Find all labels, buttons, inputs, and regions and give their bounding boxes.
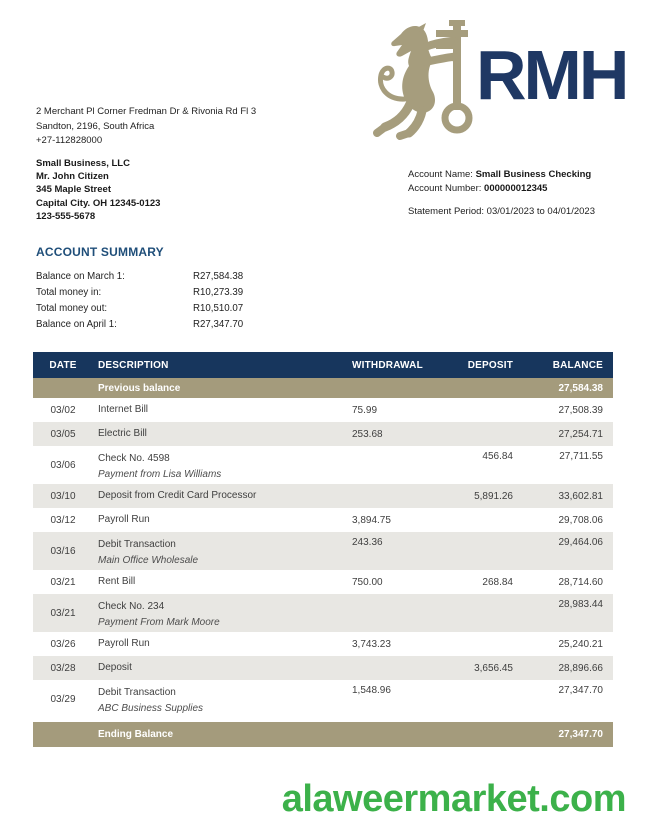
transaction-row	[33, 656, 613, 680]
account-number-row	[408, 182, 591, 196]
txn-withdrawal: 750.00	[352, 576, 383, 588]
transaction-row	[33, 508, 613, 532]
txn-description: Debit Transaction	[98, 539, 176, 550]
summary-row	[36, 317, 243, 333]
txn-date: 03/29	[50, 693, 76, 705]
transaction-row	[33, 398, 613, 422]
txn-description-cell	[93, 426, 345, 442]
transaction-row	[33, 484, 613, 508]
previous-balance-label: Previous balance	[98, 382, 181, 394]
transaction-row	[33, 570, 613, 594]
account-summary-table	[36, 269, 243, 333]
txn-date: 03/21	[50, 576, 76, 588]
header-deposit: DEPOSIT	[467, 359, 513, 371]
account-summary-title: ACCOUNT SUMMARY	[36, 245, 164, 259]
txn-balance: 28,714.60	[558, 576, 603, 588]
txn-description-detail: Main Office Wholesale	[98, 555, 199, 566]
previous-balance-amount: 27,584.38	[558, 382, 603, 394]
txn-description: Internet Bill	[98, 404, 149, 415]
txn-description: Payroll Run	[98, 514, 150, 525]
summary-row	[36, 269, 243, 285]
txn-date: 03/06	[50, 459, 76, 471]
txn-balance: 25,240.21	[558, 638, 603, 650]
txn-date: 03/21	[50, 607, 76, 619]
account-name-value: Small Business Checking	[475, 169, 592, 180]
customer-address-block	[36, 157, 160, 223]
customer-name: Small Business, LLC	[36, 158, 130, 169]
txn-description-cell	[93, 488, 345, 504]
account-info-block	[408, 168, 591, 195]
txn-description: Check No. 4598	[98, 453, 170, 464]
txn-date: 03/10	[50, 490, 76, 502]
transaction-row	[33, 422, 613, 446]
txn-description-cell	[93, 574, 345, 590]
txn-description-cell	[93, 594, 345, 631]
txn-description: Check No. 234	[98, 601, 165, 612]
txn-date: 03/28	[50, 662, 76, 674]
customer-contact: Mr. John Citizen	[36, 171, 109, 183]
bank-logo-text: RMH	[476, 36, 627, 114]
txn-description-cell	[93, 680, 345, 717]
transactions-table	[33, 352, 613, 747]
txn-withdrawal	[345, 446, 432, 451]
txn-balance: 27,508.39	[558, 404, 603, 416]
summary-label: Balance on March 1:	[36, 271, 125, 282]
txn-deposit: 5,891.26	[474, 490, 513, 502]
txn-balance: 29,708.06	[558, 514, 603, 526]
rmh-lion-key-logo-icon	[370, 14, 480, 144]
summary-value: R27,347.70	[193, 319, 244, 330]
txn-deposit: 268.84	[482, 576, 513, 588]
transactions-table-header	[33, 352, 613, 378]
txn-balance: 27,711.55	[559, 451, 603, 462]
txn-withdrawal: 3,743.23	[352, 638, 391, 650]
txn-balance: 33,602.81	[558, 490, 603, 502]
txn-date: 03/16	[50, 545, 76, 557]
txn-withdrawal: 3,894.75	[352, 514, 391, 526]
ending-balance-label: Ending Balance	[98, 729, 174, 740]
watermark-text: alaweermarket.com	[281, 778, 626, 820]
customer-city: Capital City. OH 12345-0123	[36, 197, 161, 209]
txn-description-detail: ABC Business Supplies	[98, 703, 204, 714]
txn-balance: 27,254.71	[558, 428, 603, 440]
transaction-row	[33, 532, 613, 570]
header-balance: BALANCE	[552, 359, 603, 371]
summary-label: Total money in:	[36, 287, 102, 298]
statement-period: Statement Period: 03/01/2023 to 04/01/2023	[408, 206, 595, 217]
txn-description-cell	[93, 636, 345, 652]
transaction-rows	[33, 398, 613, 718]
bank-address-block	[36, 105, 256, 149]
txn-balance: 27,347.70	[558, 685, 603, 696]
account-number-label: Account Number:	[408, 182, 485, 194]
summary-value: R10,273.39	[193, 287, 244, 298]
txn-description-cell	[93, 532, 345, 569]
bank-address-line: Sandton, 2196, South Africa	[36, 120, 155, 132]
customer-phone: 123-555-5678	[36, 210, 96, 222]
txn-description: Debit Transaction	[98, 687, 176, 698]
previous-balance-row	[33, 378, 613, 398]
txn-description-cell	[93, 660, 345, 676]
txn-deposit	[432, 680, 517, 685]
txn-description: Electric Bill	[98, 428, 147, 439]
transaction-row	[33, 446, 613, 484]
transaction-row	[33, 594, 613, 632]
txn-withdrawal: 75.99	[352, 404, 378, 416]
summary-row	[36, 285, 243, 301]
txn-balance: 29,464.06	[558, 537, 603, 548]
account-name-row	[408, 168, 591, 182]
customer-street: 345 Maple Street	[36, 184, 111, 196]
txn-withdrawal: 253.68	[352, 428, 383, 440]
txn-description: Rent Bill	[98, 576, 136, 587]
txn-description: Payroll Run	[98, 638, 150, 649]
txn-description-cell	[93, 402, 345, 418]
ending-balance-amount: 27,347.70	[558, 729, 603, 740]
summary-label: Total money out:	[36, 303, 108, 314]
account-name-label: Account Name:	[408, 169, 476, 180]
ending-balance-row	[33, 722, 613, 747]
txn-description-detail: Payment From Mark Moore	[98, 617, 220, 628]
header-withdrawal: WITHDRAWAL	[352, 359, 423, 371]
txn-description: Deposit	[98, 662, 132, 673]
txn-deposit: 456.84	[482, 451, 513, 462]
txn-description-cell	[93, 512, 345, 528]
txn-description: Deposit from Credit Card Processor	[98, 490, 257, 501]
bank-address-line: 2 Merchant Pl Corner Fredman Dr & Rivonia Rd Fl 3	[36, 106, 257, 117]
txn-date: 03/12	[50, 514, 76, 526]
summary-value: R27,584.38	[193, 271, 244, 282]
summary-label: Balance on April 1:	[36, 319, 117, 330]
txn-date: 03/26	[50, 638, 76, 650]
txn-description-detail: Payment from Lisa Williams	[98, 469, 222, 480]
summary-row	[36, 301, 243, 317]
transaction-row	[33, 680, 613, 718]
summary-value: R10,510.07	[193, 303, 244, 314]
txn-withdrawal: 1,548.96	[352, 685, 391, 696]
account-number-value: 000000012345	[484, 182, 548, 194]
header-description: DESCRIPTION	[98, 359, 169, 371]
header-date: DATE	[49, 359, 77, 371]
txn-balance: 28,896.66	[558, 662, 603, 674]
txn-withdrawal	[345, 594, 432, 599]
bank-phone: +27-112828000	[36, 135, 103, 146]
txn-withdrawal: 243.36	[352, 537, 383, 548]
txn-date: 03/02	[50, 404, 76, 416]
txn-balance: 28,983.44	[558, 599, 603, 610]
txn-deposit	[432, 594, 517, 599]
txn-date: 03/05	[50, 428, 76, 440]
transaction-row	[33, 632, 613, 656]
txn-deposit: 3,656.45	[474, 662, 513, 674]
txn-deposit	[432, 532, 517, 537]
txn-description-cell	[93, 446, 345, 483]
